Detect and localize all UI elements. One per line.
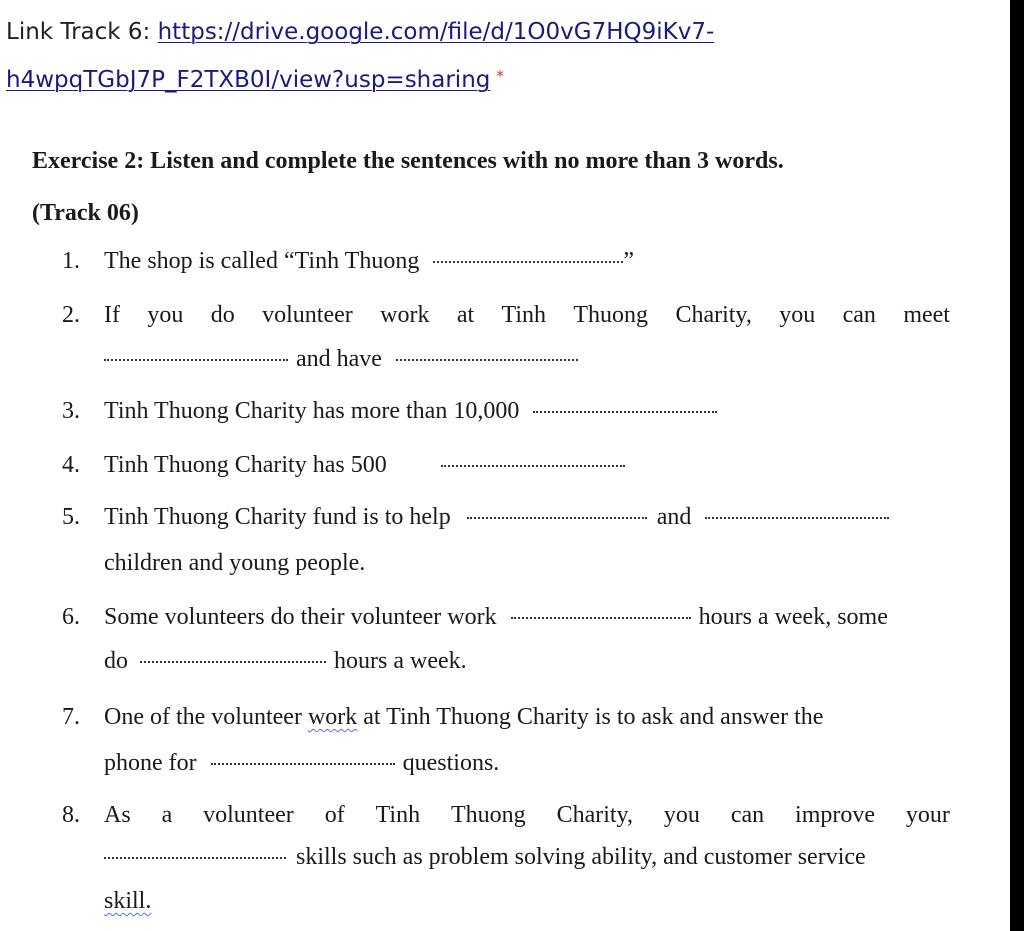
answer-blank[interactable] xyxy=(533,411,717,413)
answer-blank[interactable] xyxy=(104,857,286,859)
question-text: do xyxy=(104,648,128,674)
question-word: volunteer xyxy=(203,802,294,828)
question-word: your xyxy=(905,802,950,828)
question-word: you xyxy=(779,302,816,328)
question-word: Charity, xyxy=(556,802,633,828)
question-text: and xyxy=(656,504,692,530)
question-text-flagged: work xyxy=(307,704,358,730)
question-word: do xyxy=(210,302,235,328)
question-word: can xyxy=(730,802,765,828)
answer-blank[interactable] xyxy=(396,359,578,361)
question-number: 2. xyxy=(62,302,80,328)
question-number: 6. xyxy=(62,604,80,630)
question-number: 8. xyxy=(62,802,80,828)
question-number: 3. xyxy=(62,398,80,424)
answer-blank[interactable] xyxy=(140,661,326,663)
question-word: at xyxy=(456,302,475,328)
question-text: Tinh Thuong Charity has 500 xyxy=(104,452,387,478)
question-text: questions. xyxy=(402,750,500,776)
answer-blank[interactable] xyxy=(705,517,889,519)
question-text: One of the volunteer xyxy=(104,704,302,730)
question-text: at Tinh Thuong Charity is to ask and answer the xyxy=(363,704,824,730)
question-text: phone for xyxy=(104,750,197,776)
question-word: As xyxy=(104,802,131,828)
question-text: ” xyxy=(623,248,634,274)
question-word: can xyxy=(842,302,876,328)
question-word: you xyxy=(663,802,700,828)
required-marker: * xyxy=(496,67,504,85)
exercise-title: Exercise 2: Listen and complete the sentences with no more than 3 words. xyxy=(32,148,784,174)
question-word: Tinh xyxy=(375,802,421,828)
question-word: volunteer xyxy=(262,302,353,328)
question-word: of xyxy=(324,802,345,828)
track-url-line-1[interactable]: https://drive.google.com/file/d/1O0vG7HQ9iKv7- xyxy=(157,19,715,45)
question-number: 4. xyxy=(62,452,80,478)
question-text: and have xyxy=(296,346,382,372)
question-word: Charity, xyxy=(675,302,752,328)
track-url-line-2[interactable]: h4wpqTGbJ7P_F2TXB0I/view?usp=sharing xyxy=(6,67,491,93)
question-word: a xyxy=(161,802,173,828)
question-word: work xyxy=(380,302,430,328)
answer-blank[interactable] xyxy=(467,517,647,519)
question-word: Thuong xyxy=(573,302,649,328)
question-text: children and young people. xyxy=(104,550,366,576)
answer-blank[interactable] xyxy=(211,763,395,765)
question-text: Tinh Thuong Charity fund is to help xyxy=(104,504,451,530)
question-text-flagged: skill. xyxy=(104,888,152,914)
answer-blank[interactable] xyxy=(433,261,623,263)
track-link-block xyxy=(6,10,996,102)
question-number: 5. xyxy=(62,504,80,530)
question-number: 1. xyxy=(62,248,80,274)
question-text: hours a week, some xyxy=(698,604,888,630)
question-text: hours a week. xyxy=(334,648,467,674)
link-prefix: Link Track 6: xyxy=(6,19,158,45)
question-word: If xyxy=(104,302,120,328)
question-text: Tinh Thuong Charity has more than 10,000 xyxy=(104,398,520,424)
question-word: you xyxy=(147,302,184,328)
question-text: skills such as problem solving ability, and customer service xyxy=(296,844,866,870)
answer-blank[interactable] xyxy=(511,617,691,619)
question-number: 7. xyxy=(62,704,80,730)
answer-blank[interactable] xyxy=(441,465,625,467)
question-text: Some volunteers do their volunteer work xyxy=(104,604,497,630)
question-word: improve xyxy=(795,802,876,828)
answer-blank[interactable] xyxy=(104,359,288,361)
question-word: Tinh xyxy=(501,302,547,328)
question-word: Thuong xyxy=(450,802,526,828)
track-label: (Track 06) xyxy=(32,200,139,226)
question-word: meet xyxy=(903,302,950,328)
question-text: The shop is called “Tinh Thuong xyxy=(104,248,420,274)
